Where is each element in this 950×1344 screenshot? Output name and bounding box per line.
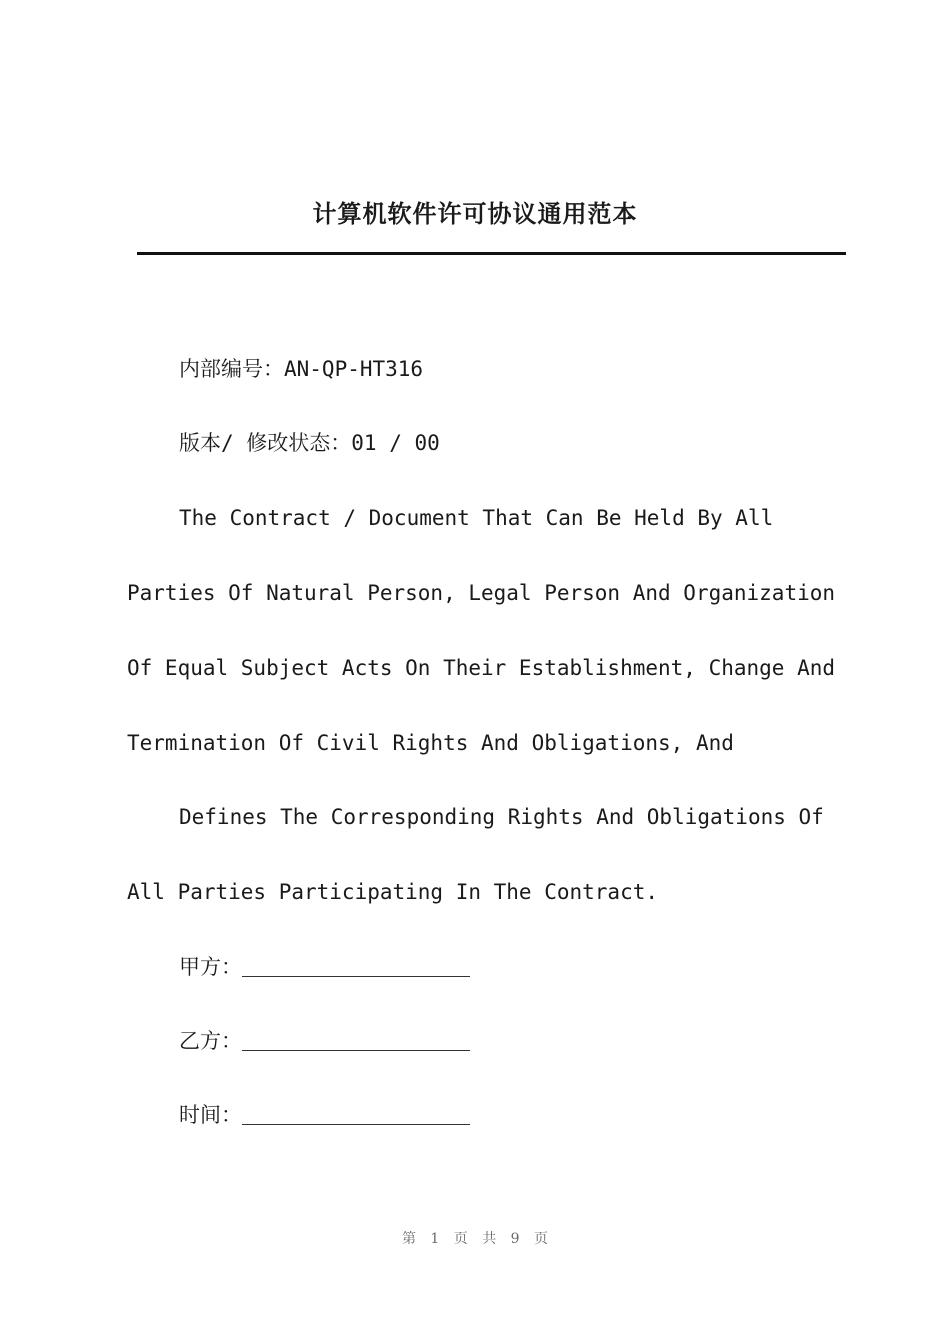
party-b-label: 乙方： [179,1029,242,1053]
page-number-footer: 第 1 页 共 9 页 [401,1231,549,1247]
party-a-label: 甲方： [179,955,242,979]
internal-number: 内部编号：AN-QP-HT316 [179,357,424,381]
body-line-3: Of Equal Subject Acts On Their Establishment, Change And [127,656,836,680]
body-line-1: The Contract / Document That Can Be Held By All [179,506,774,530]
party-a-field [179,952,899,982]
date-blank[interactable] [242,1102,470,1125]
party-a-blank[interactable] [242,954,470,977]
body-line-6: All Parties Participating In The Contract. [127,880,659,904]
date-field [179,1100,899,1130]
body-line-4: Termination Of Civil Rights And Obligations, And [127,731,734,755]
document-title: 计算机软件许可协议通用范本 [312,200,638,228]
title-underline [137,252,846,255]
version-status: 版本/ 修改状态：01 / 00 [179,431,440,455]
party-b-field [179,1026,899,1056]
party-b-blank[interactable] [242,1028,470,1051]
date-label: 时间： [179,1103,242,1127]
body-line-2: Parties Of Natural Person, Legal Person And Organization [127,581,836,605]
body-line-5: Defines The Corresponding Rights And Obligations Of [179,805,824,829]
